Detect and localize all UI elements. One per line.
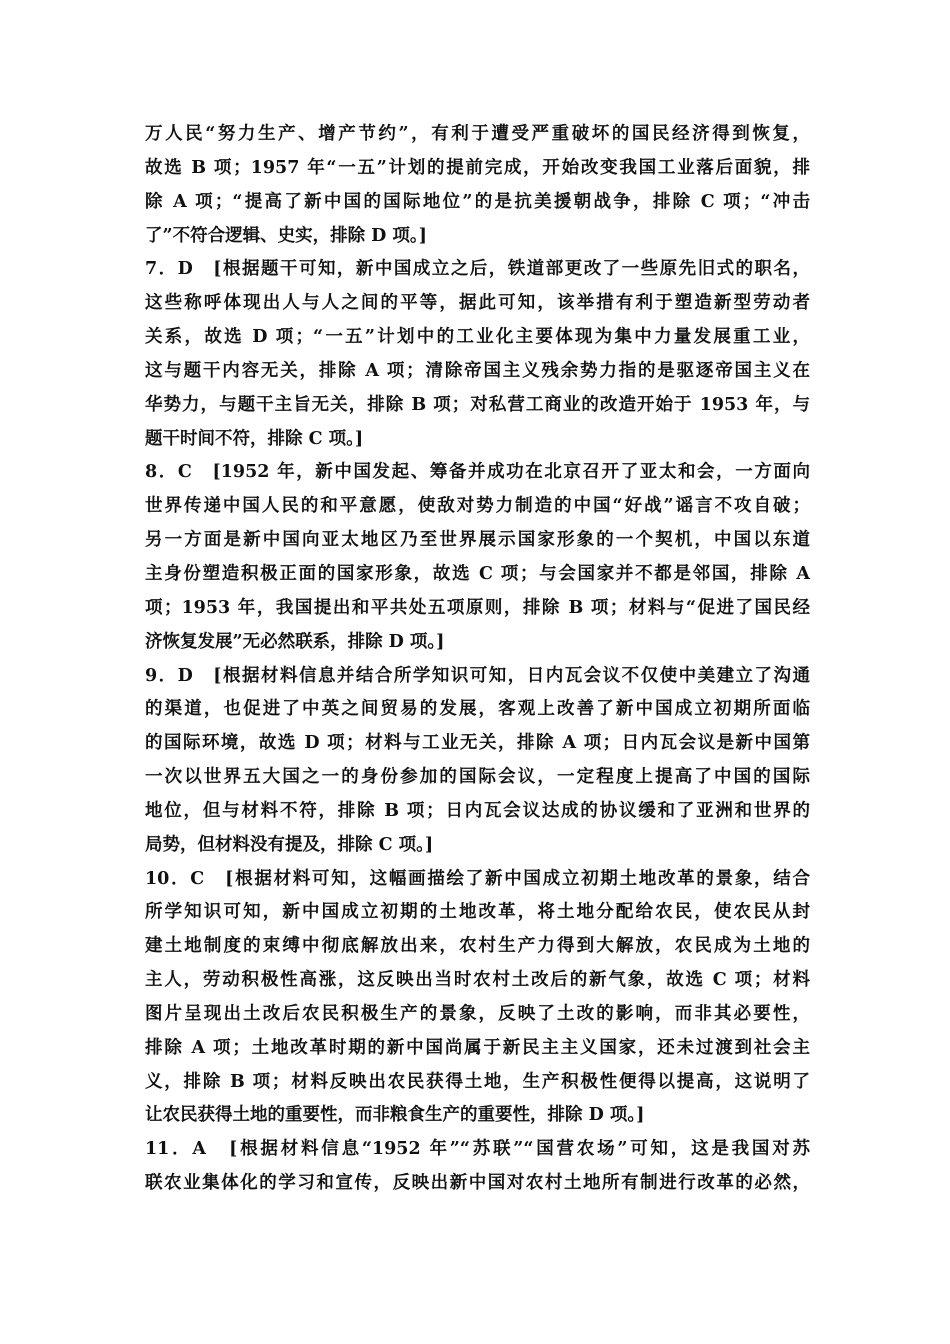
answer-explanations	[145, 118, 810, 1201]
answer-11-line: 11．A [根据材料信息“1952 年”“苏联”“国营农场”可知，这是我国对苏	[145, 1139, 810, 1160]
answer-7-line: 7．D [根据题干可知，新中国成立之后，铁道部更改了一些原先旧式的职名，	[145, 259, 810, 280]
text-line: 主人，劳动积极性高涨，这反映出当时农村土改后的新气象，故选 C 项；材料	[145, 970, 810, 991]
text-line: 济恢复发展”无必然联系，排除 D 项。]	[145, 631, 445, 652]
text-line: 让农民获得土地的重要性，而非粮食生产的重要性，排除 D 项。]	[145, 1105, 645, 1126]
text-line: 万人民“努力生产、增产节约”，有利于遭受严重破坏的国民经济得到恢复，	[145, 124, 810, 144]
text-line: 这与题干内容无关，排除 A 项；清除帝国主义残余势力指的是驱逐帝国主义在	[145, 360, 810, 381]
answer-10-line: 10．C [根据材料可知，这幅画描绘了新中国成立初期土地改革的景象，结合	[145, 868, 810, 889]
answer-9-line: 9．D [根据材料信息并结合所学知识可知，日内瓦会议不仅使中美建立了沟通	[145, 665, 810, 686]
text-line: 排除 A 项；土地改革时期的新中国尚属于新民主主义国家，还未过渡到社会主	[145, 1037, 810, 1058]
text-line: 图片呈现出土改后农民积极生产的景象，反映了土改的影响，而非其必要性，	[145, 1003, 810, 1024]
text-line: 除 A 项；“提高了新中国的国际地位”的是抗美援朝战争，排除 C 项；“冲击	[145, 191, 810, 212]
text-line: 的渠道，也促进了中英之间贸易的发展，客观上改善了新中国成立初期所面临	[145, 699, 810, 720]
text-line: 建土地制度的束缚中彻底解放出来，农村生产力得到大解放，农民成为土地的	[145, 936, 810, 957]
text-line: 的国际环境，故选 D 项；材料与工业无关，排除 A 项；日内瓦会议是新中国第	[145, 733, 810, 754]
text-line: 世界传递中国人民的和平意愿，使敌对势力制造的中国“好战”谣言不攻自破；	[145, 496, 810, 517]
text-line: 另一方面是新中国向亚太地区乃至世界展示国家形象的一个契机，中国以东道	[145, 530, 810, 551]
text-line: 义，排除 B 项；材料反映出农民获得土地，生产积极性便得以提高，这说明了	[145, 1071, 810, 1092]
text-line: 联农业集体化的学习和宣传，反映出新中国对农村土地所有制进行改革的必然，	[145, 1173, 810, 1194]
answer-8-line: 8．C [1952 年，新中国发起、筹备并成功在北京召开了亚太和会，一方面向	[145, 462, 810, 483]
text-line: 华势力，与题干主旨无关，排除 B 项；对私营工商业的改造开始于 1953 年，与	[145, 394, 810, 415]
text-line: 了”不符合逻辑、史实，排除 D 项。]	[145, 225, 427, 246]
text-line: 一次以世界五大国之一的身份参加的国际会议，一定程度上提高了中国的国际	[145, 767, 810, 788]
text-line: 局势，但材料没有提及，排除 C 项。]	[145, 834, 434, 855]
text-line: 所学知识可知，新中国成立初期的土地改革，将土地分配给农民，使农民从封	[145, 902, 810, 923]
text-line: 地位，但与材料不符，排除 B 项；日内瓦会议达成的协议缓和了亚洲和世界的	[145, 800, 810, 821]
text-line: 这些称呼体现出人与人之间的平等，据此可知，该举措有利于塑造新型劳动者	[145, 293, 810, 314]
text-line: 主身份塑造积极正面的国家形象，故选 C 项；与会国家并不都是邻国，排除 A	[145, 563, 810, 584]
text-line: 题干时间不符，排除 C 项。]	[145, 428, 364, 449]
text-line: 项；1953 年，我国提出和平共处五项原则，排除 B 项；材料与“促进了国民经	[145, 597, 810, 618]
text-line: 关系，故选 D 项；“一五”计划中的工业化主要体现为集中力量发展重工业，	[145, 327, 810, 348]
text-line: 故选 B 项；1957 年“一五”计划的提前完成，开始改变我国工业落后面貌，排	[145, 157, 810, 178]
